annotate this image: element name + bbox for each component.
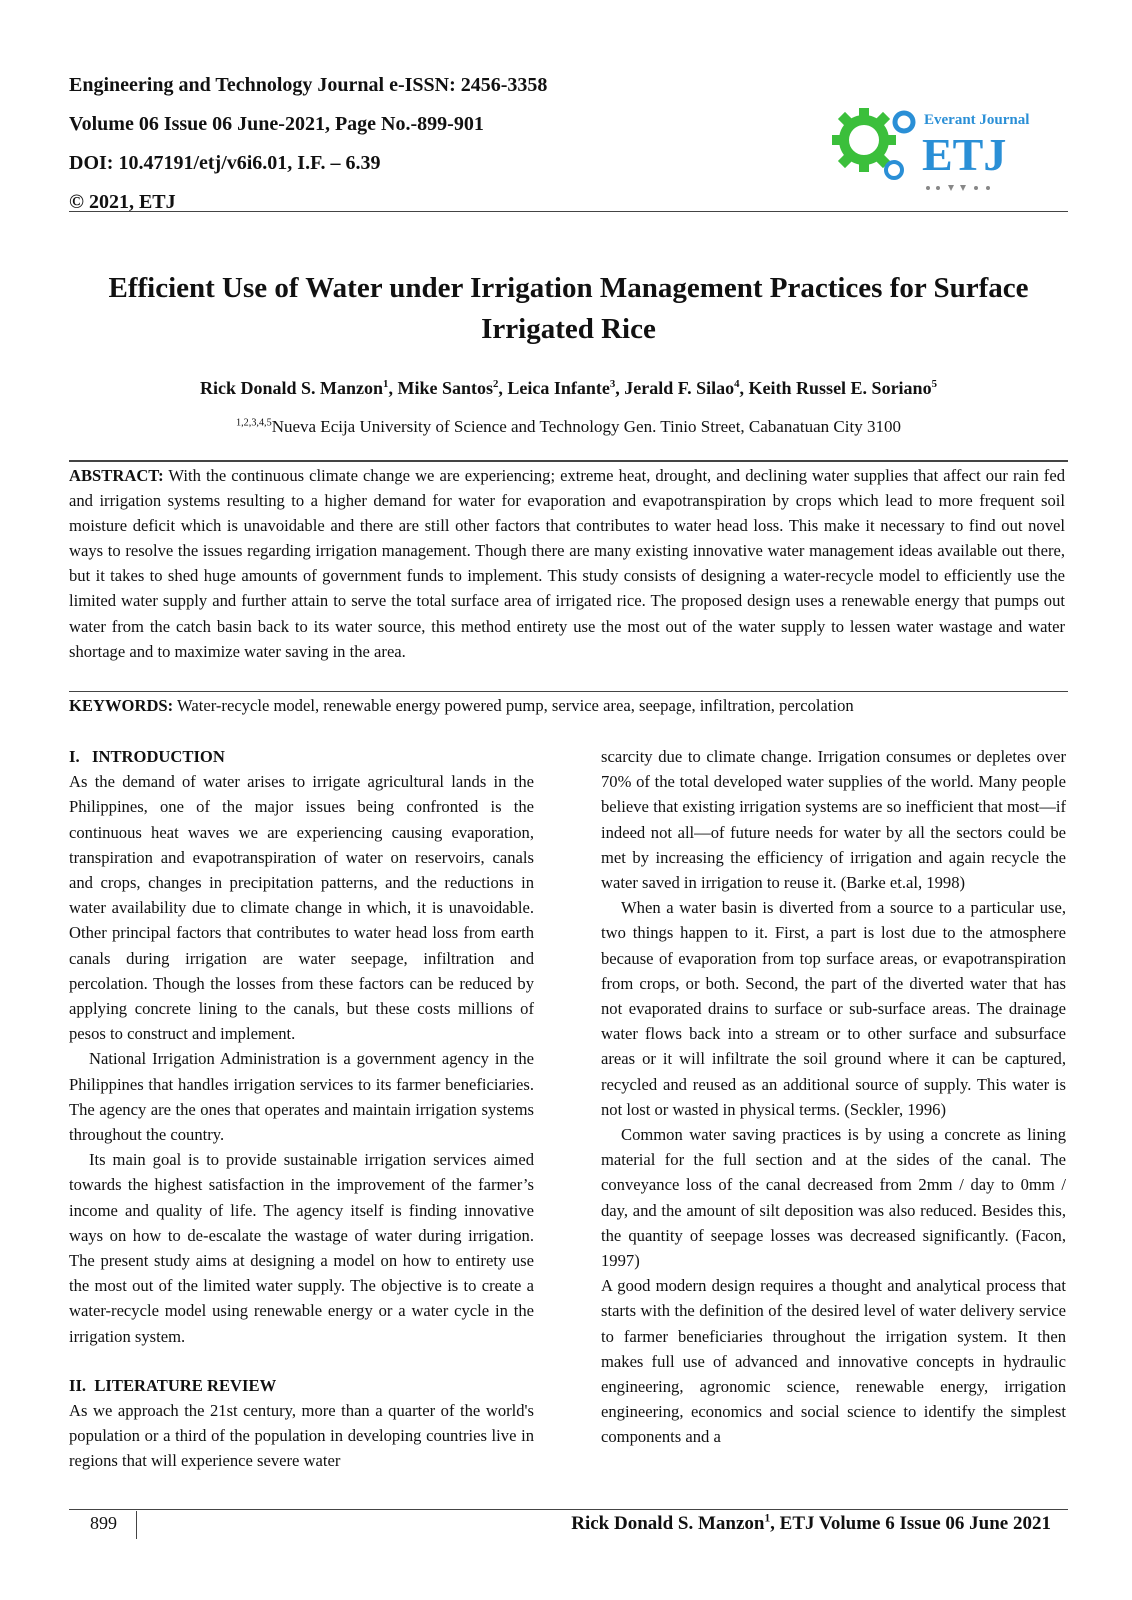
footer-journal: , ETJ Volume 6 Issue 06 June 2021 [770, 1513, 1051, 1534]
right-paragraph-1: scarcity due to climate change. Irrigation consumes or depletes over 70% of the total developed water supplies of the world. Many people believe that existing irrigation systems are so inefficient that most—if indeed not all—of future needs for water by all the sectors could be met by increasing the efficiency of irrigation and again recycle the water saved in irrigation to reuse it. (Barke et.al, 1998) [601, 747, 1066, 893]
author-sup: 2 [492, 378, 499, 390]
keywords [69, 694, 1068, 718]
author-sup: 1 [383, 378, 389, 390]
title-line-1: Efficient Use of Water under Irrigation Management Practices for Surface [108, 272, 1029, 304]
right-column [601, 744, 1066, 1450]
affiliation-text: Nueva Ecija University of Science and Technology Gen. Tinio Street, Cabanatuan City 3100 [271, 417, 901, 436]
running-footer [571, 1512, 1051, 1536]
keywords-text: Water-recycle model, renewable energy powered pump, service area, seepage, infiltration, percolation [173, 696, 854, 715]
author-name: Rick Donald S. Manzon [200, 378, 384, 398]
header-rule [69, 211, 1068, 212]
journal-volume: Volume 06 Issue 06 June-2021, Page No.-899-901 [69, 113, 484, 135]
gear-icon [832, 108, 896, 172]
abstract [69, 463, 1065, 664]
right-paragraph-3: Common water saving practices is by using a concrete as lining material for the full section and at the sides of the canal. The conveyance loss of the canal decreased from 2mm / day to 0mm / day, and the amount of silt deposition was also reduced. Besides this, the quantity of seepage losses was decreased significantly. (Facon, 1997) [601, 1125, 1066, 1271]
author-name: Keith Russel E. Soriano [748, 378, 932, 398]
right-paragraph-4: A good modern design requires a thought and analytical process that starts with the definition of the desired level of water delivery service to farmer beneficiaries throughout the irrigation system. It then makes full use of advanced and innovative concepts in hydraulic engineering, agronomic science, renewable energy, irrigation engineering, economics and social science to identify the simplest components and a [601, 1276, 1066, 1447]
affiliation-sup: 1,2,3,4,5 [236, 417, 272, 429]
etj-logo [826, 92, 1036, 200]
intro-paragraph-3: Its main goal is to provide sustainable irrigation services aimed towards the highest satisfaction in the improvement of the farmer’s income and quality of life. The agency itself is finding innovative ways on how to de-escalate the wastage of water during irrigation. The present study aims at designing a model on how to entirety use the most out of the limited water supply. The objective is to create a water-recycle model using renewable energy or a water cycle in the irrigation system. [69, 1150, 534, 1346]
abstract-label: ABSTRACT: [69, 466, 164, 485]
section-gap [69, 1349, 534, 1373]
lit-paragraph-1: As we approach the 21st century, more than a quarter of the world's population or a third of the population in developing countries live in regions that will experience severe water [69, 1401, 534, 1471]
keywords-label: KEYWORDS: [69, 696, 174, 715]
author-name: Mike Santos [397, 378, 493, 398]
footer-author: Rick Donald S. Manzon [571, 1513, 765, 1534]
right-paragraph-2: When a water basin is diverted from a source to a particular use, two things happen to it. First, a part is lost due to the atmosphere because of evaporation from top surface areas, or evapotranspiration from crops, or both. Second, the part of the diverted water that has not evaporated drains to surface or sub-surface areas. The drainage water flows back into a stream or to other surface and subsurface areas or it will infiltrate the soil ground where it can be captured, recycled and reused as an additional source of supply. This water is not lost or wasted in physical terms. (Seckler, 1996) [601, 898, 1066, 1119]
journal-header [69, 66, 547, 222]
author-name: Leica Infante [507, 378, 610, 398]
paper-title [69, 268, 1068, 350]
gear-small-icon [886, 113, 913, 178]
footer-rule [69, 1509, 1068, 1510]
author-sup: 3 [609, 378, 616, 390]
author-name: Jerald F. Silao [624, 378, 735, 398]
abstract-text: With the continuous climate change we are experiencing; extreme heat, drought, and declining water supplies that affect our rain fed and irrigation systems resulting to a higher demand for water for evaporation and evapotranspiration by crops which lead to more frequent soil moisture deficit which is unavoidable and there are still other factors that contributes to water head loss. This make it necessary to find out novel ways to resolve the issues regarding irrigation management. Though there are many existing innovative water management ideas available out there, but it takes to shed huge amounts of government funds to implement. This study consists of designing a water-recycle model to efficiently use the limited water supply and further attain to serve the total surface area of irrigated rice. The proposed design uses a renewable energy that pumps out water from the catch basin back to its water source, this method entirety use the most out of the water supply to lessen water wastage and water shortage and to maximize water saving in the area. [69, 466, 1065, 661]
footer-divider [136, 1511, 137, 1539]
affiliation [69, 415, 1068, 439]
section-heading-literature-review: II. LITERATURE REVIEW [69, 1375, 277, 1395]
author-list: Rick Donald S. Manzon$^1$, Mike Santos$^2$, Leica Infante$^3$, Jerald F. Silao$^4$, Keith Russel E. Soriano$^5$ [200, 378, 937, 398]
section-heading-introduction: I. INTRODUCTION [69, 747, 225, 766]
title-line-2: Irrigated Rice [481, 313, 656, 345]
abstract-top-rule [69, 460, 1068, 462]
journal-name: Engineering and Technology Journal e-ISSN: 2456-3358 [69, 74, 548, 96]
author-sup: 5 [931, 378, 937, 390]
journal-copyright: © 2021, ETJ [69, 191, 176, 213]
keywords-rule [69, 691, 1068, 692]
logo-symbols-icon [926, 185, 990, 191]
logo-tagline: Everant Journal [924, 112, 1030, 128]
page-number: 899 [90, 1513, 117, 1533]
author-sup: 4 [734, 378, 740, 390]
footer-author-sup: 1 [764, 1512, 771, 1525]
logo-mark: ETJ [922, 129, 1007, 180]
intro-paragraph-2: National Irrigation Administration is a government agency in the Philippines that handles irrigation services to its farmer beneficiaries. The agency are the ones that operates and maintain irrigation systems throughout the country. [69, 1049, 534, 1145]
left-column [69, 744, 534, 1474]
intro-paragraph-1: As the demand of water arises to irrigate agricultural lands in the Philippines, one of the major issues being confronted is the continuous heat waves we are experiencing causing evaporation, transpiration and evapotranspiration of water on reservoirs, canals and crops, changes in precipitation patterns, and the reductions in water availability due to climate change in which, it is unavoidable. Other principal factors that contributes to water head loss from earth canals during irrigation are water seepage, infiltration and percolation. Though the losses from these factors can be reduced by applying concrete lining to the canals, but these costs millions of pesos to construct and implement. [69, 772, 534, 1044]
journal-doi: DOI: 10.47191/etj/v6i6.01, I.F. – 6.39 [69, 152, 381, 174]
